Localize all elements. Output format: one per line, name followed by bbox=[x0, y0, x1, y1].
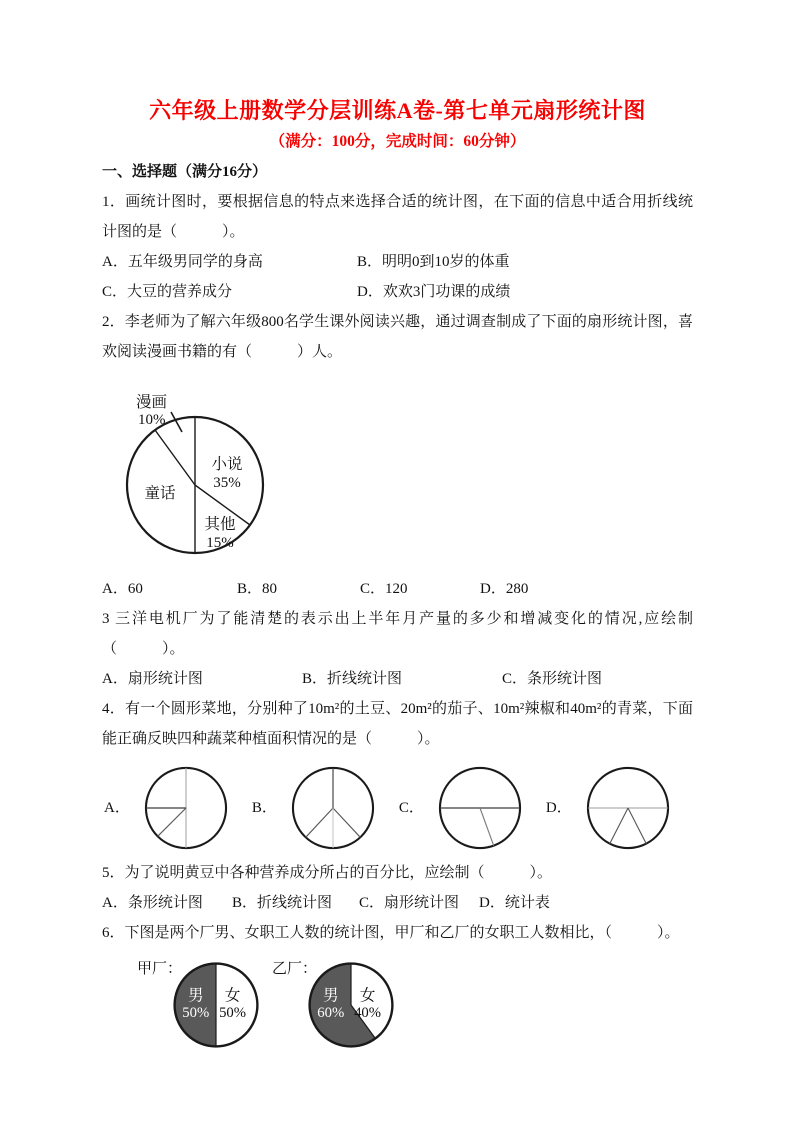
section-heading-choice: 一、选择题（满分16分） bbox=[102, 164, 268, 180]
q2-slice-other-label: 其他 bbox=[204, 516, 236, 533]
q5-option-b: B．折线统计图 bbox=[232, 895, 333, 911]
q6-pie-charts-row bbox=[137, 956, 693, 1051]
q2-pie-radius-fairytale-comic bbox=[155, 430, 195, 485]
q2-slice-comic-label: 漫画 bbox=[136, 394, 168, 411]
q6-factory-b-male-pct: 60% bbox=[317, 1004, 345, 1021]
q4-pie-diagram-a bbox=[142, 764, 230, 852]
q2-pie-chart bbox=[103, 381, 693, 570]
q4-diagram-options-row bbox=[104, 764, 693, 852]
q4-pie-diagram-d bbox=[584, 764, 672, 852]
q2-option-d: D．280 bbox=[480, 581, 529, 597]
page-title: 六年级上册数学分层训练A卷-第七单元扇形统计图 bbox=[149, 98, 646, 123]
q2-comic-leader-line bbox=[171, 412, 182, 432]
q6-factory-a-label: 甲厂： bbox=[137, 961, 183, 977]
q1-options-row-1 bbox=[102, 247, 693, 277]
q4-option-c bbox=[399, 764, 524, 852]
q6-factory-a-female-label: 女 bbox=[224, 987, 241, 1005]
q2-option-a: A．60 bbox=[102, 581, 143, 597]
q6-factory-b-pie-svg bbox=[305, 959, 397, 1051]
q6-factory-a-pie-svg bbox=[170, 959, 262, 1051]
q6-factory-a-chart bbox=[137, 956, 262, 1051]
q5-option-a: A．条形统计图 bbox=[102, 895, 203, 911]
q4-option-b bbox=[252, 764, 377, 852]
q6-factory-b-female-pct: 40% bbox=[354, 1004, 382, 1021]
q2-slice-novel-label: 小说 bbox=[211, 456, 243, 473]
q2-option-b: B．80 bbox=[237, 581, 278, 597]
q1-option-d: D．欢欢3门功课的成绩 bbox=[357, 284, 511, 300]
q6-factory-a-female-pct: 50% bbox=[219, 1004, 247, 1021]
q4-option-a bbox=[104, 764, 230, 852]
q4-option-b-label: B． bbox=[251, 800, 277, 816]
q6-factory-b-chart bbox=[272, 956, 397, 1051]
q4-option-d bbox=[546, 764, 672, 852]
question-4-text: 4．有一个圆形菜地，分别种了10m²的土豆、20m²的茄子、10m²辣椒和40m²的青菜，下面能正确反映四种蔬菜种植面积情况的是（ ）。 bbox=[102, 701, 693, 747]
q4-option-d-label: D． bbox=[545, 800, 572, 816]
q2-slice-comic-pct: 10% bbox=[138, 412, 166, 428]
q4-pie-diagram-c bbox=[436, 764, 524, 852]
q3-option-a: A．扇形统计图 bbox=[102, 671, 203, 687]
page-subtitle: （满分：100分，完成时间：60分钟） bbox=[269, 133, 526, 150]
q2-slice-other-pct: 15% bbox=[206, 535, 234, 551]
q4-option-a-label: A． bbox=[104, 800, 130, 816]
q6-factory-a-male-pct: 50% bbox=[182, 1004, 210, 1021]
q3-options-row bbox=[102, 664, 693, 694]
q6-factory-b-label: 乙厂： bbox=[272, 961, 318, 977]
q3-option-c: C．条形统计图 bbox=[502, 671, 603, 687]
q1-option-c: C．大豆的营养成分 bbox=[102, 284, 233, 300]
question-1-text: 1．画统计图时，要根据信息的特点来选择合适的统计图，在下面的信息中适合用折线统计图的是（ ）。 bbox=[102, 194, 693, 240]
q2-options-row bbox=[102, 574, 693, 604]
q1-option-a: A．五年级男同学的身高 bbox=[102, 254, 263, 270]
question-5-text: 5．为了说明黄豆中各种营养成分所占的百分比，应绘制（ ）。 bbox=[102, 865, 553, 881]
q5-option-d: D．统计表 bbox=[479, 895, 550, 911]
q6-factory-b-female-label: 女 bbox=[359, 987, 376, 1005]
question-6-text: 6．下图是两个厂男、女职工人数的统计图，甲厂和乙厂的女职工人数相比，（ ）。 bbox=[102, 925, 680, 941]
q4-option-c-label: C． bbox=[398, 800, 424, 816]
q2-pie-chart-svg bbox=[103, 381, 293, 559]
q2-slice-novel-pct: 35% bbox=[213, 475, 241, 491]
q6-factory-b-male-label: 男 bbox=[322, 987, 339, 1005]
q5-options-row bbox=[102, 888, 693, 918]
q2-option-c: C．120 bbox=[360, 581, 408, 597]
q1-option-b: B．明明0到10岁的体重 bbox=[357, 254, 510, 270]
question-2-text: 2．李老师为了解六年级800名学生课外阅读兴趣，通过调查制成了下面的扇形统计图，喜欢阅读漫画书籍的有（ ）人。 bbox=[102, 314, 693, 360]
q6-factory-a-male-label: 男 bbox=[187, 987, 204, 1005]
q5-option-c: C．扇形统计图 bbox=[359, 895, 460, 911]
q1-options-row-2 bbox=[102, 277, 693, 307]
q3-option-b: B．折线统计图 bbox=[302, 671, 403, 687]
question-3-text: 3 三洋电机厂为了能清楚的表示出上半年月产量的多少和增减变化的情况,应绘制（ ）。 bbox=[102, 611, 693, 657]
q2-slice-fairytale-label: 童话 bbox=[144, 485, 176, 502]
q4-pie-diagram-b bbox=[289, 764, 377, 852]
